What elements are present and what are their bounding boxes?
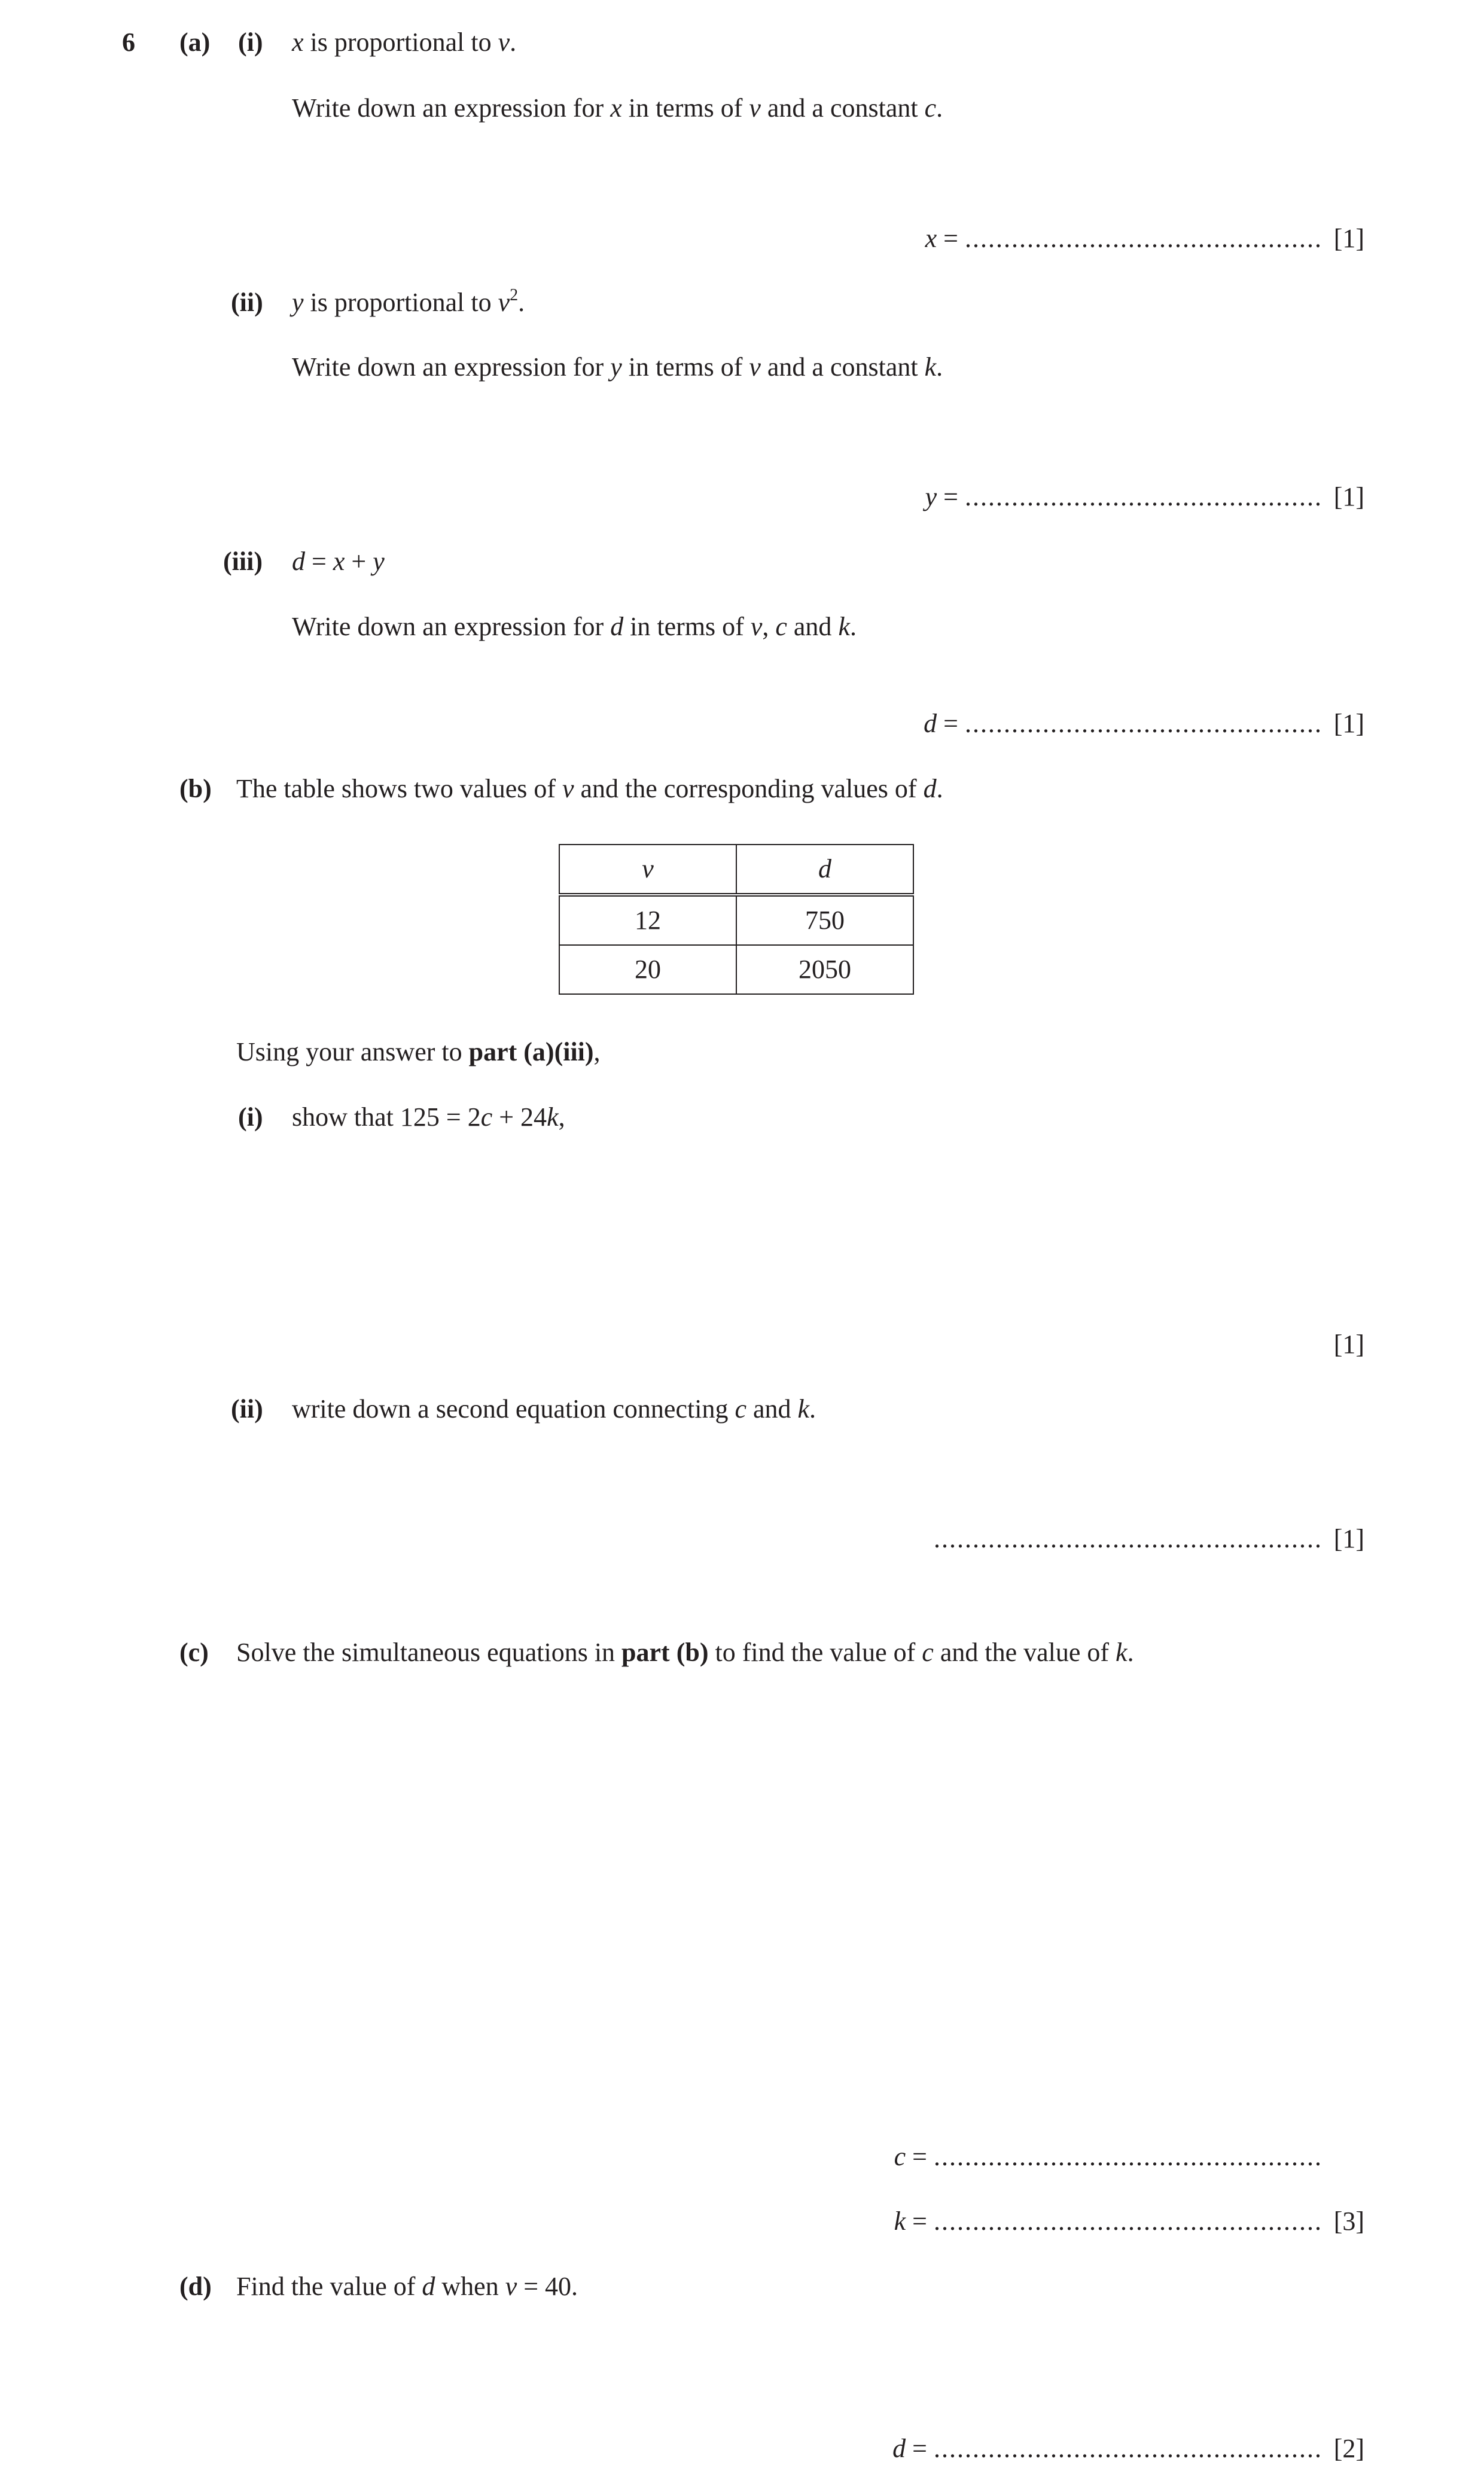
part-b-i-label: (i) (238, 1102, 263, 1132)
part-d-answer-line[interactable]: d = .................................................. [2] (892, 2433, 1364, 2465)
part-a-i-stem: x is proportional to v. (292, 28, 517, 57)
part-d-text: Find the value of d when v = 40. (236, 2272, 578, 2301)
mark-allocation: [1] (1333, 224, 1364, 253)
part-c-answer-k-line[interactable]: k = .................................................. [3] (894, 2206, 1364, 2238)
part-a-iii-answer-line[interactable]: d = .............................................. [1] (924, 708, 1364, 740)
part-b-i-text: show that 125 = 2c + 24k, (292, 1102, 565, 1132)
part-c-text: Solve the simultaneous equations in part (b) to find the value of c and the value of k. (236, 1638, 1134, 1667)
part-b-ii-text: write down a second equation connecting c and k. (292, 1394, 816, 1424)
part-a-label: (a) (179, 28, 211, 57)
table-header-cell: v (559, 845, 736, 895)
part-b-i-mark-line (1323, 1329, 1364, 1361)
question-number: 6 (122, 28, 135, 57)
part-c-answer-c-line[interactable]: c = .................................................. (894, 2142, 1323, 2171)
values-table (559, 844, 914, 995)
table-cell: 12 (559, 895, 736, 945)
mark-allocation: [1] (1333, 709, 1364, 738)
part-b-stem: The table shows two values of v and the corresponding values of d. (236, 774, 943, 803)
mark-allocation: [1] (1333, 1330, 1364, 1359)
part-b-using-text: Using your answer to part (a)(iii), (236, 1037, 601, 1066)
part-b-ii-answer-line[interactable]: .................................................. [1] (934, 1523, 1364, 1555)
part-c-label: (c) (179, 1638, 209, 1667)
part-a-ii-answer-line[interactable]: y = .............................................. [1] (925, 481, 1364, 513)
mark-allocation: [1] (1333, 1524, 1364, 1553)
part-a-i-answer-line[interactable]: x = .............................................. [1] (925, 223, 1364, 255)
table-row (559, 895, 913, 945)
part-a-i-label: (i) (238, 28, 263, 57)
mark-allocation: [3] (1333, 2206, 1364, 2236)
part-a-iii-stem: d = x + y (292, 547, 385, 576)
part-a-ii-stem: y is proportional to $v^2$. (292, 286, 525, 317)
table-cell: 2050 (736, 945, 913, 994)
part-a-iii-instruction: Write down an expression for d in terms of v, c and k. (292, 612, 857, 641)
table-cell: 20 (559, 945, 736, 994)
table-header-row (559, 845, 913, 895)
table-cell: 750 (736, 895, 913, 945)
mark-allocation: [2] (1333, 2434, 1364, 2463)
table-row (559, 945, 913, 994)
mark-allocation: [1] (1333, 482, 1364, 511)
part-a-ii-label: (ii) (231, 288, 263, 317)
part-a-ii-instruction: Write down an expression for y in terms of v and a constant k. (292, 352, 943, 382)
part-a-i-instruction: Write down an expression for x in terms of v and a constant c. (292, 93, 943, 123)
part-b-ii-label: (ii) (231, 1394, 263, 1424)
table-header-cell: d (736, 845, 913, 895)
part-b-label: (b) (179, 774, 212, 803)
part-a-iii-label: (iii) (223, 547, 263, 576)
part-d-label: (d) (179, 2272, 212, 2301)
